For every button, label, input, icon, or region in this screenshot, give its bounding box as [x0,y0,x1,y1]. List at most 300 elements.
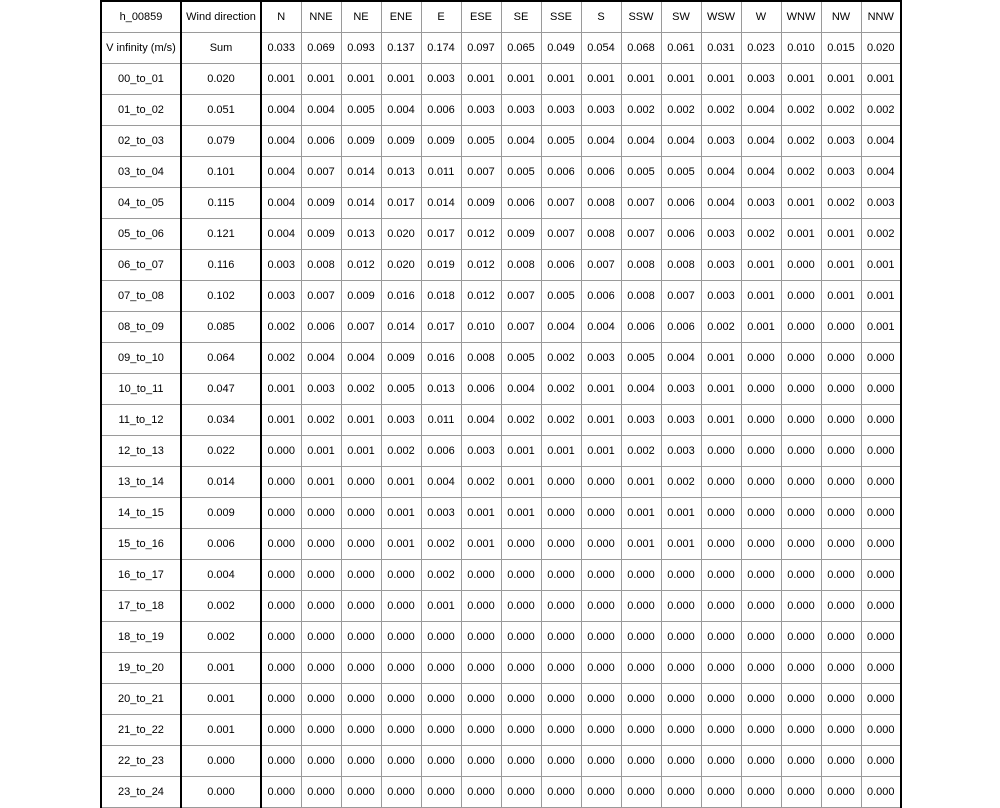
frequency-cell: 0.000 [821,591,861,622]
frequency-cell: 0.002 [341,374,381,405]
table-row [101,405,901,436]
frequency-cell: 0.000 [861,405,901,436]
frequency-cell: 0.004 [301,343,341,374]
frequency-cell: 0.000 [741,405,781,436]
speed-bin-label: 17_to_18 [101,591,181,622]
frequency-cell: 0.014 [341,157,381,188]
row-sum: 0.002 [181,622,261,653]
frequency-cell: 0.000 [381,715,421,746]
row-sum: 0.079 [181,126,261,157]
table-row [101,777,901,808]
frequency-cell: 0.000 [821,560,861,591]
direction-total: 0.065 [501,33,541,64]
frequency-cell: 0.005 [621,157,661,188]
frequency-cell: 0.001 [581,374,621,405]
frequency-cell: 0.000 [741,467,781,498]
frequency-cell: 0.014 [421,188,461,219]
frequency-cell: 0.000 [421,777,461,808]
frequency-cell: 0.003 [741,64,781,95]
frequency-cell: 0.000 [461,653,501,684]
direction-total: 0.061 [661,33,701,64]
frequency-cell: 0.000 [541,746,581,777]
direction-total: 0.068 [621,33,661,64]
frequency-cell: 0.000 [541,777,581,808]
frequency-cell: 0.014 [381,312,421,343]
frequency-cell: 0.000 [581,529,621,560]
frequency-cell: 0.000 [501,529,541,560]
frequency-cell: 0.000 [381,622,421,653]
frequency-cell: 0.004 [381,95,421,126]
frequency-cell: 0.001 [301,436,341,467]
frequency-cell: 0.000 [661,653,701,684]
frequency-cell: 0.004 [661,343,701,374]
frequency-cell: 0.001 [861,312,901,343]
frequency-cell: 0.000 [341,560,381,591]
frequency-cell: 0.007 [301,281,341,312]
table-row [101,467,901,498]
frequency-cell: 0.000 [821,467,861,498]
speed-bin-label: 21_to_22 [101,715,181,746]
frequency-cell: 0.006 [541,157,581,188]
frequency-cell: 0.000 [541,684,581,715]
frequency-cell: 0.000 [741,436,781,467]
frequency-cell: 0.000 [261,777,301,808]
frequency-cell: 0.001 [301,64,341,95]
frequency-cell: 0.000 [341,498,381,529]
frequency-cell: 0.000 [741,777,781,808]
row-sum: 0.047 [181,374,261,405]
frequency-cell: 0.001 [701,64,741,95]
frequency-cell: 0.003 [701,281,741,312]
frequency-cell: 0.000 [421,653,461,684]
direction-total: 0.015 [821,33,861,64]
frequency-cell: 0.000 [741,591,781,622]
frequency-cell: 0.004 [701,157,741,188]
frequency-cell: 0.001 [821,250,861,281]
frequency-cell: 0.000 [261,529,301,560]
frequency-cell: 0.002 [421,529,461,560]
frequency-cell: 0.008 [301,250,341,281]
frequency-cell: 0.000 [301,777,341,808]
row-sum: 0.020 [181,64,261,95]
frequency-cell: 0.002 [621,95,661,126]
frequency-cell: 0.020 [381,250,421,281]
row-sum: 0.102 [181,281,261,312]
frequency-cell: 0.006 [421,436,461,467]
row-sum: 0.116 [181,250,261,281]
frequency-cell: 0.000 [861,715,901,746]
frequency-cell: 0.000 [381,653,421,684]
direction-total: 0.010 [781,33,821,64]
frequency-cell: 0.000 [581,715,621,746]
frequency-cell: 0.000 [861,684,901,715]
frequency-cell: 0.000 [861,777,901,808]
frequency-cell: 0.000 [741,653,781,684]
frequency-cell: 0.000 [301,715,341,746]
frequency-cell: 0.003 [261,281,301,312]
speed-bin-label: 03_to_04 [101,157,181,188]
frequency-cell: 0.000 [821,777,861,808]
table-row [101,529,901,560]
frequency-cell: 0.000 [581,560,621,591]
frequency-cell: 0.001 [741,312,781,343]
frequency-cell: 0.000 [341,467,381,498]
frequency-cell: 0.000 [421,684,461,715]
frequency-cell: 0.005 [541,126,581,157]
frequency-cell: 0.000 [621,777,661,808]
frequency-cell: 0.000 [741,374,781,405]
direction-total: 0.049 [541,33,581,64]
frequency-cell: 0.000 [701,622,741,653]
frequency-cell: 0.000 [501,560,541,591]
frequency-cell: 0.006 [581,281,621,312]
frequency-cell: 0.000 [861,653,901,684]
frequency-cell: 0.003 [421,64,461,95]
frequency-cell: 0.000 [261,684,301,715]
frequency-cell: 0.000 [741,746,781,777]
frequency-cell: 0.000 [781,746,821,777]
frequency-cell: 0.000 [781,653,821,684]
frequency-cell: 0.002 [541,343,581,374]
frequency-cell: 0.012 [341,250,381,281]
frequency-cell: 0.011 [421,405,461,436]
frequency-cell: 0.001 [701,343,741,374]
table-row [101,498,901,529]
frequency-cell: 0.013 [421,374,461,405]
frequency-cell: 0.000 [301,529,341,560]
frequency-cell: 0.016 [421,343,461,374]
row-sum: 0.034 [181,405,261,436]
frequency-cell: 0.001 [301,467,341,498]
frequency-cell: 0.009 [461,188,501,219]
frequency-cell: 0.002 [301,405,341,436]
frequency-cell: 0.000 [701,529,741,560]
frequency-cell: 0.004 [661,126,701,157]
frequency-cell: 0.003 [461,95,501,126]
frequency-cell: 0.003 [461,436,501,467]
direction-total: 0.137 [381,33,421,64]
frequency-cell: 0.002 [541,405,581,436]
frequency-cell: 0.006 [501,188,541,219]
frequency-cell: 0.002 [661,95,701,126]
speed-bin-label: 23_to_24 [101,777,181,808]
frequency-cell: 0.006 [461,374,501,405]
frequency-cell: 0.000 [301,498,341,529]
frequency-cell: 0.017 [381,188,421,219]
frequency-cell: 0.000 [781,250,821,281]
frequency-cell: 0.000 [621,560,661,591]
frequency-cell: 0.000 [261,622,301,653]
frequency-cell: 0.003 [621,405,661,436]
frequency-cell: 0.007 [581,250,621,281]
frequency-cell: 0.005 [621,343,661,374]
frequency-cell: 0.000 [821,746,861,777]
frequency-cell: 0.004 [261,95,301,126]
frequency-cell: 0.004 [461,405,501,436]
frequency-cell: 0.000 [781,467,821,498]
direction-header: WSW [701,1,741,33]
frequency-cell: 0.000 [501,746,541,777]
frequency-cell: 0.000 [381,560,421,591]
direction-header: E [421,1,461,33]
row-sum: 0.000 [181,746,261,777]
frequency-cell: 0.001 [341,436,381,467]
speed-bin-label: 13_to_14 [101,467,181,498]
frequency-cell: 0.001 [581,64,621,95]
direction-total: 0.023 [741,33,781,64]
frequency-cell: 0.000 [781,436,821,467]
row-sum: 0.051 [181,95,261,126]
frequency-cell: 0.006 [301,126,341,157]
frequency-cell: 0.000 [461,715,501,746]
frequency-cell: 0.001 [541,64,581,95]
frequency-cell: 0.000 [781,343,821,374]
frequency-cell: 0.009 [341,126,381,157]
frequency-cell: 0.000 [581,777,621,808]
frequency-cell: 0.000 [541,467,581,498]
frequency-cell: 0.000 [621,684,661,715]
frequency-cell: 0.004 [501,374,541,405]
frequency-cell: 0.001 [581,436,621,467]
frequency-cell: 0.000 [661,622,701,653]
speed-bin-label: 07_to_08 [101,281,181,312]
frequency-cell: 0.000 [541,591,581,622]
frequency-cell: 0.006 [661,219,701,250]
frequency-cell: 0.000 [461,622,501,653]
row-sum: 0.085 [181,312,261,343]
table-row [101,591,901,622]
frequency-cell: 0.009 [301,188,341,219]
frequency-cell: 0.000 [781,498,821,529]
frequency-cell: 0.000 [661,560,701,591]
row-sum: 0.000 [181,777,261,808]
frequency-cell: 0.000 [421,715,461,746]
frequency-cell: 0.000 [661,715,701,746]
table-row [101,715,901,746]
frequency-cell: 0.008 [661,250,701,281]
speed-bin-label: 11_to_12 [101,405,181,436]
frequency-cell: 0.004 [861,157,901,188]
speed-bin-label: 09_to_10 [101,343,181,374]
speed-bin-label: 01_to_02 [101,95,181,126]
frequency-cell: 0.004 [621,126,661,157]
frequency-cell: 0.006 [621,312,661,343]
frequency-cell: 0.000 [621,622,661,653]
frequency-cell: 0.000 [501,715,541,746]
direction-header: SW [661,1,701,33]
frequency-cell: 0.000 [781,312,821,343]
frequency-cell: 0.002 [661,467,701,498]
frequency-cell: 0.000 [781,777,821,808]
frequency-cell: 0.004 [741,157,781,188]
frequency-cell: 0.001 [381,64,421,95]
frequency-cell: 0.000 [301,684,341,715]
table-row [101,95,901,126]
table-row [101,684,901,715]
frequency-cell: 0.005 [381,374,421,405]
frequency-cell: 0.001 [461,64,501,95]
frequency-cell: 0.007 [501,281,541,312]
sum-label: Sum [181,33,261,64]
frequency-cell: 0.000 [781,405,821,436]
speed-bin-label: 08_to_09 [101,312,181,343]
frequency-cell: 0.003 [821,126,861,157]
frequency-cell: 0.000 [701,498,741,529]
frequency-cell: 0.002 [501,405,541,436]
frequency-cell: 0.005 [461,126,501,157]
frequency-cell: 0.001 [661,498,701,529]
frequency-cell: 0.000 [781,591,821,622]
frequency-cell: 0.002 [781,95,821,126]
row-sum: 0.001 [181,653,261,684]
frequency-cell: 0.004 [541,312,581,343]
frequency-cell: 0.000 [741,529,781,560]
frequency-cell: 0.000 [661,591,701,622]
frequency-cell: 0.004 [421,467,461,498]
frequency-cell: 0.000 [341,622,381,653]
frequency-cell: 0.000 [501,777,541,808]
frequency-cell: 0.001 [861,281,901,312]
speed-bin-label: 14_to_15 [101,498,181,529]
frequency-cell: 0.003 [581,343,621,374]
frequency-cell: 0.001 [581,405,621,436]
frequency-cell: 0.000 [541,529,581,560]
frequency-cell: 0.004 [861,126,901,157]
frequency-cell: 0.013 [341,219,381,250]
frequency-cell: 0.000 [741,684,781,715]
direction-header: W [741,1,781,33]
frequency-cell: 0.013 [381,157,421,188]
frequency-cell: 0.004 [701,188,741,219]
frequency-cell: 0.012 [461,281,501,312]
frequency-cell: 0.002 [621,436,661,467]
frequency-cell: 0.003 [661,374,701,405]
frequency-cell: 0.000 [301,653,341,684]
frequency-cell: 0.006 [581,157,621,188]
row-sum: 0.101 [181,157,261,188]
table-id-label: h_00859 [101,1,181,33]
frequency-cell: 0.000 [701,436,741,467]
frequency-cell: 0.001 [701,405,741,436]
frequency-cell: 0.001 [341,405,381,436]
speed-bin-label: 00_to_01 [101,64,181,95]
frequency-cell: 0.000 [541,560,581,591]
speed-bin-label: 20_to_21 [101,684,181,715]
frequency-cell: 0.000 [781,622,821,653]
frequency-cell: 0.000 [581,684,621,715]
frequency-cell: 0.001 [621,529,661,560]
frequency-cell: 0.001 [821,281,861,312]
frequency-cell: 0.007 [661,281,701,312]
row-sum: 0.004 [181,560,261,591]
frequency-cell: 0.000 [621,653,661,684]
frequency-cell: 0.019 [421,250,461,281]
frequency-cell: 0.008 [621,250,661,281]
frequency-cell: 0.000 [821,498,861,529]
direction-header: N [261,1,301,33]
frequency-cell: 0.000 [421,622,461,653]
frequency-cell: 0.002 [261,312,301,343]
frequency-cell: 0.000 [781,560,821,591]
frequency-cell: 0.000 [821,374,861,405]
table-row [101,560,901,591]
frequency-cell: 0.000 [461,560,501,591]
frequency-cell: 0.000 [861,529,901,560]
frequency-cell: 0.000 [741,498,781,529]
frequency-cell: 0.000 [461,746,501,777]
speed-bin-label: 18_to_19 [101,622,181,653]
frequency-cell: 0.003 [821,157,861,188]
frequency-cell: 0.004 [501,126,541,157]
direction-header: SSW [621,1,661,33]
frequency-cell: 0.000 [821,715,861,746]
row-sum: 0.121 [181,219,261,250]
frequency-cell: 0.000 [261,498,301,529]
frequency-cell: 0.008 [501,250,541,281]
speed-bin-label: 12_to_13 [101,436,181,467]
frequency-cell: 0.003 [661,405,701,436]
frequency-cell: 0.002 [421,560,461,591]
frequency-cell: 0.002 [461,467,501,498]
frequency-cell: 0.000 [741,715,781,746]
frequency-cell: 0.000 [581,653,621,684]
frequency-cell: 0.001 [461,529,501,560]
frequency-cell: 0.003 [381,405,421,436]
frequency-cell: 0.001 [781,219,821,250]
row-sum: 0.014 [181,467,261,498]
frequency-cell: 0.000 [301,591,341,622]
row-sum: 0.009 [181,498,261,529]
frequency-cell: 0.020 [381,219,421,250]
frequency-cell: 0.001 [621,467,661,498]
frequency-cell: 0.000 [701,467,741,498]
frequency-cell: 0.004 [741,126,781,157]
frequency-cell: 0.007 [541,219,581,250]
frequency-cell: 0.000 [541,653,581,684]
frequency-cell: 0.002 [741,219,781,250]
frequency-cell: 0.000 [701,653,741,684]
frequency-cell: 0.003 [741,188,781,219]
frequency-cell: 0.012 [461,219,501,250]
frequency-cell: 0.005 [341,95,381,126]
frequency-cell: 0.000 [261,467,301,498]
frequency-cell: 0.001 [781,64,821,95]
frequency-cell: 0.017 [421,312,461,343]
frequency-cell: 0.003 [421,498,461,529]
frequency-cell: 0.000 [741,560,781,591]
direction-total: 0.093 [341,33,381,64]
frequency-cell: 0.000 [661,777,701,808]
direction-header: ENE [381,1,421,33]
frequency-cell: 0.004 [581,126,621,157]
frequency-cell: 0.000 [821,653,861,684]
speed-bin-label: 16_to_17 [101,560,181,591]
frequency-cell: 0.000 [821,343,861,374]
row-sum: 0.002 [181,591,261,622]
frequency-cell: 0.001 [741,281,781,312]
frequency-cell: 0.001 [501,436,541,467]
frequency-cell: 0.005 [661,157,701,188]
frequency-cell: 0.000 [421,746,461,777]
frequency-cell: 0.006 [541,250,581,281]
frequency-cell: 0.005 [501,157,541,188]
frequency-cell: 0.000 [341,746,381,777]
frequency-cell: 0.007 [301,157,341,188]
frequency-cell: 0.000 [861,560,901,591]
frequency-cell: 0.007 [341,312,381,343]
frequency-cell: 0.000 [381,746,421,777]
frequency-cell: 0.000 [701,746,741,777]
